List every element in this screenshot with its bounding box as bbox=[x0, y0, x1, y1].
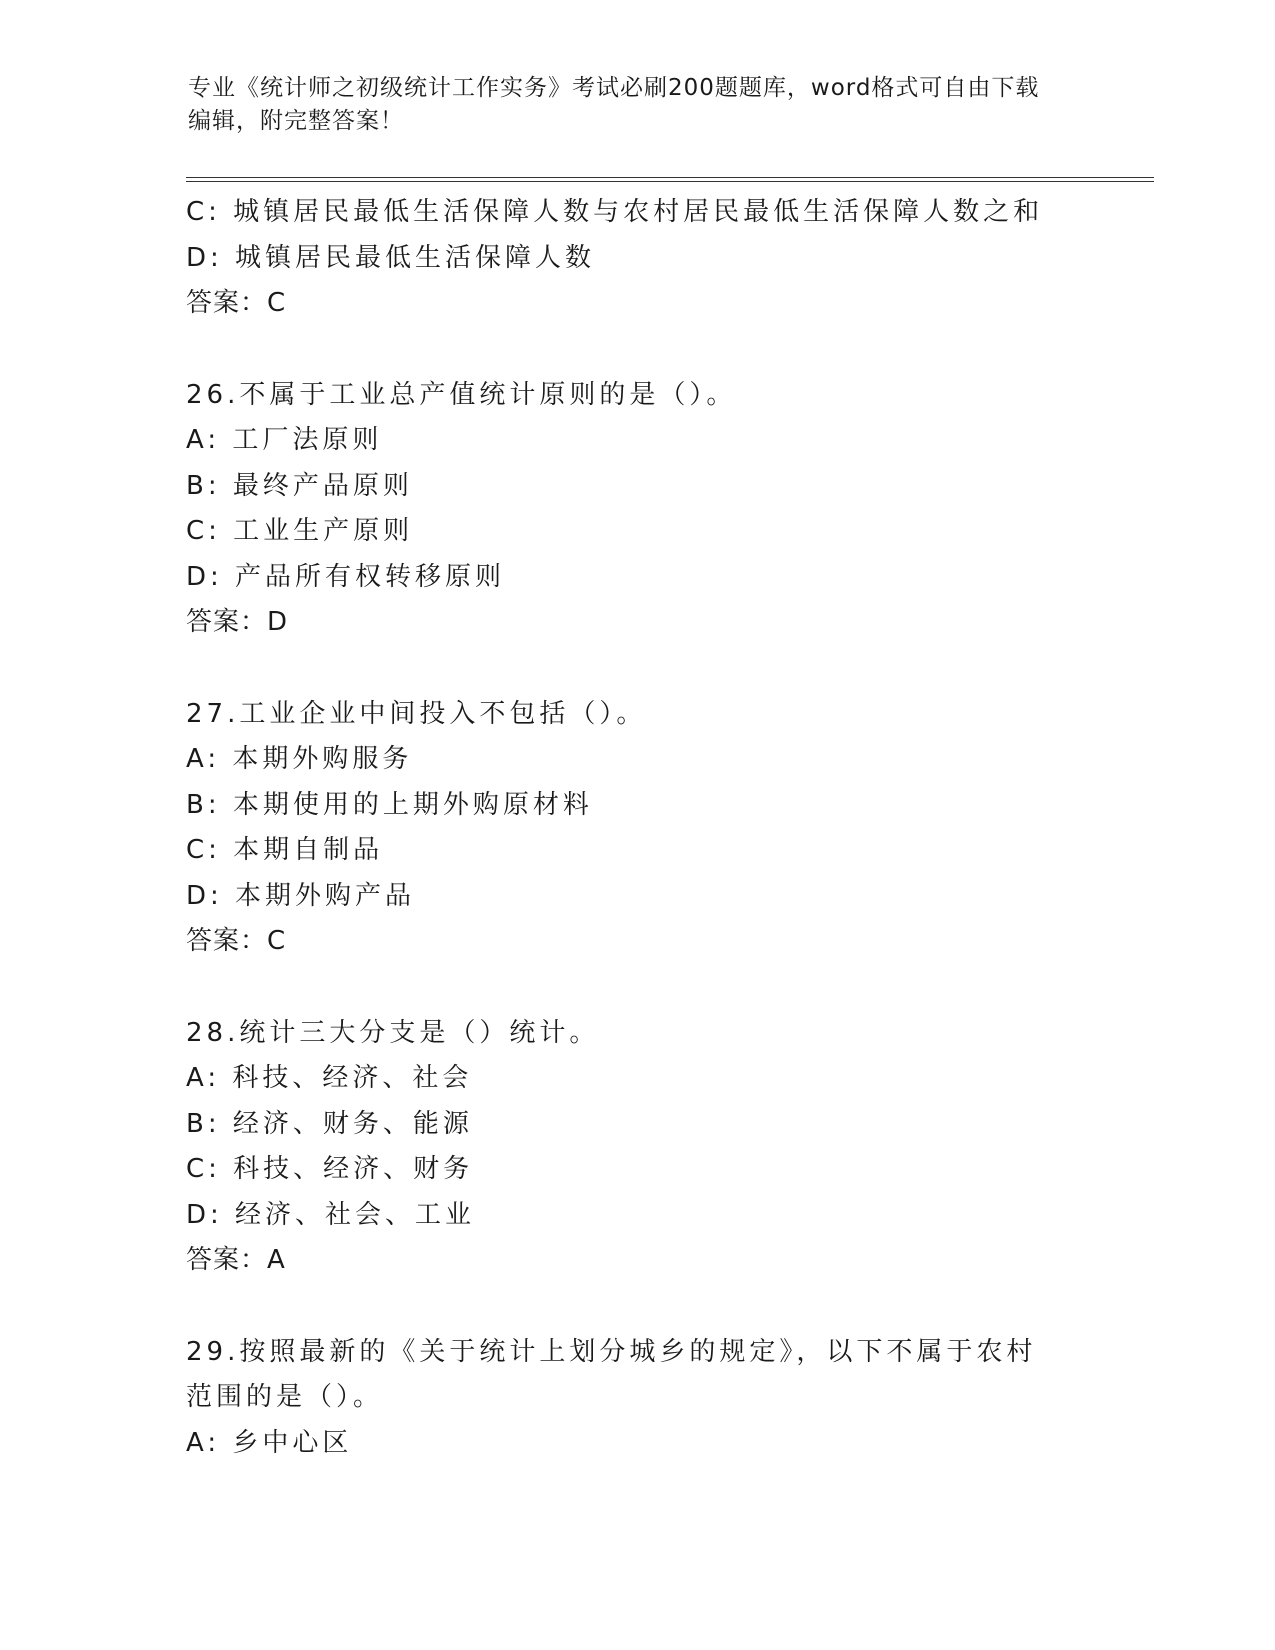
question-stem: 26.不属于工业总产值统计原则的是（）。 bbox=[186, 379, 737, 410]
option-b: B: 经济、财务、能源 bbox=[186, 1108, 473, 1139]
question-26 bbox=[186, 373, 1146, 646]
option-c: C: 科技、经济、财务 bbox=[186, 1154, 474, 1184]
option-a: A: 乡中心区 bbox=[186, 1427, 353, 1458]
option-a: A: 工厂法原则 bbox=[186, 425, 383, 455]
answer: 答案：C bbox=[186, 288, 287, 318]
question-28 bbox=[186, 1011, 1146, 1284]
question-list bbox=[186, 190, 1146, 1466]
option-b: B: 最终产品原则 bbox=[186, 470, 413, 501]
header-rule-top bbox=[186, 177, 1154, 178]
header-line-1: 专业《统计师之初级统计工作实务》考试必刷200题题库，word格式可自由下载 bbox=[188, 75, 1040, 101]
question-stem: 27.工业企业中间投入不包括（）。 bbox=[186, 698, 647, 729]
option-d: D: 城镇居民最低生活保障人数 bbox=[186, 242, 596, 273]
option-c: C: 工业生产原则 bbox=[186, 516, 414, 546]
option-b: B: 本期使用的上期外购原材料 bbox=[186, 789, 593, 820]
option-d: D: 产品所有权转移原则 bbox=[186, 561, 506, 592]
option-a: A: 本期外购服务 bbox=[186, 744, 413, 774]
question-29 bbox=[186, 1330, 1146, 1467]
question-stem: 28.统计三大分支是（）统计。 bbox=[186, 1017, 600, 1048]
option-d: D: 本期外购产品 bbox=[186, 880, 416, 911]
document-header bbox=[188, 72, 1088, 138]
option-d: D: 经济、社会、工业 bbox=[186, 1199, 476, 1230]
answer: 答案：C bbox=[186, 926, 287, 956]
answer: 答案：D bbox=[186, 607, 289, 637]
option-c: C: 本期自制品 bbox=[186, 835, 384, 865]
answer: 答案：A bbox=[186, 1245, 286, 1275]
question-27 bbox=[186, 692, 1146, 965]
option-a: A: 科技、经济、社会 bbox=[186, 1063, 473, 1093]
header-line-2: 编辑，附完整答案！ bbox=[188, 108, 404, 134]
question-stem: 29.按照最新的《关于统计上划分城乡的规定》，以下不属于农村范围的是（）。 bbox=[186, 1336, 1037, 1412]
option-c: C: 城镇居民最低生活保障人数与农村居民最低生活保障人数之和 bbox=[186, 197, 1044, 227]
header-rule-bottom bbox=[186, 181, 1154, 182]
question-25-continuation bbox=[186, 190, 1146, 327]
